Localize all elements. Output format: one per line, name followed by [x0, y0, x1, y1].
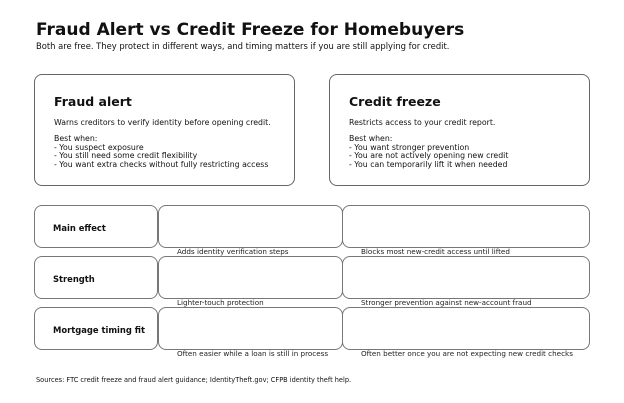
fraud-alert-cell-text: Often easier while a loan is still in process: [177, 349, 329, 358]
fraud-alert-card-description: Warns creditors to verify identity before opening credit.: [54, 118, 271, 127]
best-when-label: Best when:: [349, 134, 393, 143]
credit-freeze-cell-text: Often better once you are not expecting new credit checks: [361, 349, 573, 358]
credit-freeze-cell: [342, 307, 590, 350]
row-label-box: [34, 307, 158, 350]
row-label: Main effect: [53, 223, 106, 233]
best-when-item: - You want extra checks without fully restricting access: [54, 159, 269, 169]
sources-footnote: Sources: FTC credit freeze and fraud alert guidance; IdentityTheft.gov; CFPB identity theft help.: [36, 376, 352, 384]
credit-freeze-best-when: [349, 135, 508, 169]
credit-freeze-cell-text: Stronger prevention against new-account fraud: [361, 298, 532, 307]
fraud-alert-card: [34, 74, 295, 186]
fraud-alert-cell: [158, 256, 343, 299]
best-when-item: - You can temporarily lift it when needed: [349, 159, 508, 169]
best-when-item: - You are not actively opening new credit: [349, 151, 509, 161]
fraud-alert-cell: [158, 307, 343, 350]
fraud-alert-cell: [158, 205, 343, 248]
row-label: Mortgage timing fit: [53, 325, 146, 335]
credit-freeze-card-description: Restricts access to your credit report.: [349, 118, 496, 127]
credit-freeze-card-title: Credit freeze: [349, 94, 441, 109]
credit-freeze-cell-text: Blocks most new-credit access until lifted: [361, 247, 510, 256]
best-when-item: - You still need some credit flexibility: [54, 151, 198, 161]
fraud-alert-card-title: Fraud alert: [54, 94, 132, 109]
best-when-item: - You suspect exposure: [54, 142, 144, 152]
credit-freeze-card: [329, 74, 590, 186]
fraud-alert-cell-text: Adds identity verification steps: [177, 247, 289, 256]
credit-freeze-cell: [342, 205, 590, 248]
credit-freeze-cell: [342, 256, 590, 299]
best-when-item: - You want stronger prevention: [349, 142, 470, 152]
row-label-box: [34, 205, 158, 248]
fraud-alert-cell-text: Lighter-touch protection: [177, 298, 264, 307]
page-subtitle: Both are free. They protect in different ways, and timing matters if you are still applying for credit.: [36, 41, 450, 51]
row-label-box: [34, 256, 158, 299]
page-title: Fraud Alert vs Credit Freeze for Homebuyers: [36, 20, 465, 40]
best-when-label: Best when:: [54, 134, 98, 143]
row-label: Strength: [53, 274, 95, 284]
fraud-alert-best-when: [54, 135, 268, 169]
